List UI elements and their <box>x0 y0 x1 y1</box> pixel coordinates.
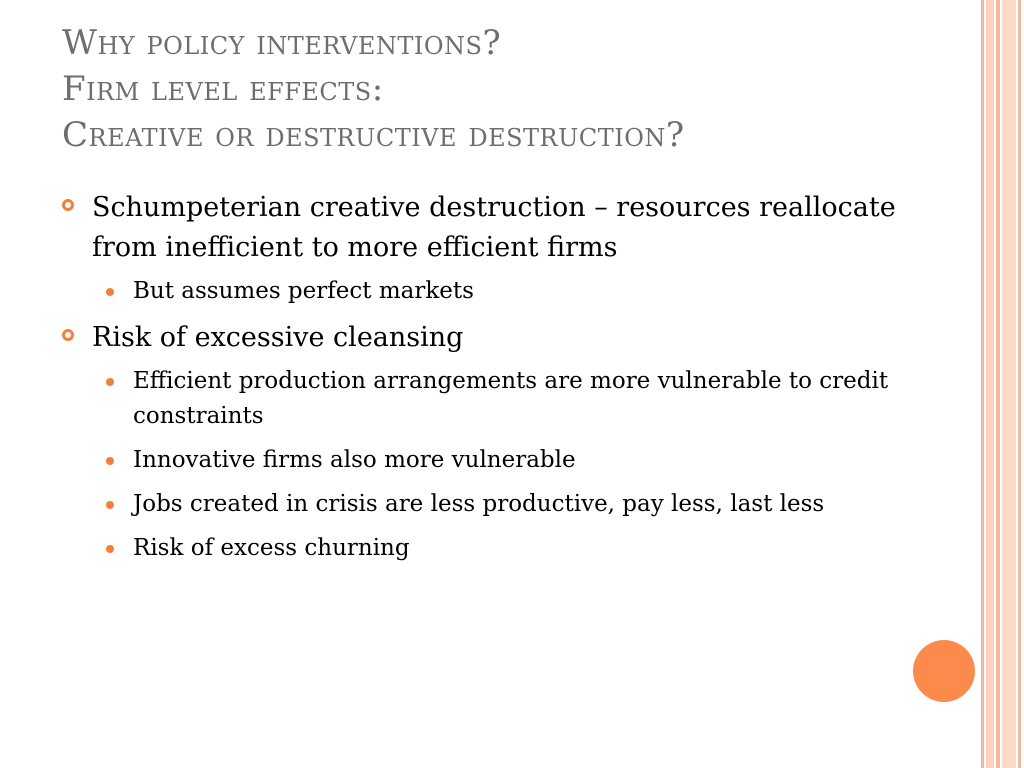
sub-bullet-text: Jobs created in crisis are less productive, pay less, last less <box>133 491 825 517</box>
decorative-stripe <box>1018 0 1021 768</box>
bullet-text: Risk of excessive cleansing <box>92 322 464 353</box>
decorative-stripe <box>981 0 984 768</box>
decorative-stripe <box>996 0 1000 768</box>
sub-bullet-text: But assumes perfect markets <box>133 278 474 304</box>
title-line-2: Firm level effects: <box>62 69 384 109</box>
bullet-item <box>62 188 922 268</box>
slide-title <box>62 20 942 158</box>
dot-bullet-icon <box>106 378 114 386</box>
sub-bullet-item <box>62 364 922 434</box>
dot-bullet-icon <box>106 501 114 509</box>
sub-bullet-item <box>62 531 922 566</box>
sub-bullet-text: Efficient production arrangements are more vulnerable to credit constraints <box>133 368 889 429</box>
sub-bullet-text: Innovative firms also more vulnerable <box>133 447 576 473</box>
slide-body <box>62 188 922 575</box>
title-line-3: Creative or destructive destruction? <box>62 115 685 155</box>
sub-bullet-item <box>62 443 922 478</box>
sub-bullet-item <box>62 274 922 309</box>
dot-bullet-icon <box>106 288 114 296</box>
sub-bullet-item <box>62 487 922 522</box>
title-line-1: Why policy interventions? <box>62 23 502 63</box>
dot-bullet-icon <box>106 457 114 465</box>
decorative-stripe <box>1002 0 1016 768</box>
decorative-circle <box>913 640 975 702</box>
sub-bullet-text: Risk of excess churning <box>133 535 410 561</box>
bullet-item <box>62 318 922 358</box>
bullet-text: Schumpeterian creative destruction – resources reallocate from inefficient to more efficient firms <box>92 192 896 263</box>
decorative-stripe <box>986 0 994 768</box>
ring-bullet-icon <box>62 199 74 211</box>
dot-bullet-icon <box>106 545 114 553</box>
ring-bullet-icon <box>62 329 74 341</box>
